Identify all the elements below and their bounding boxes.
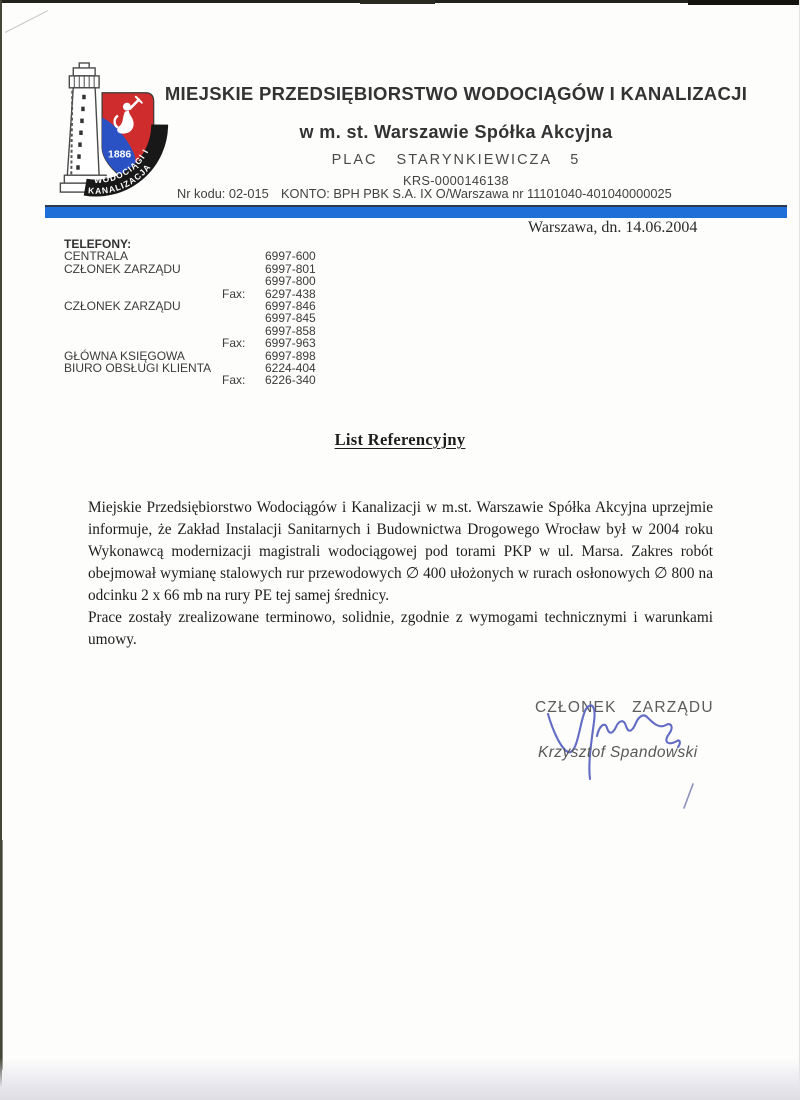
company-address: PLAC STARYNKIEWICZA 5: [331, 152, 581, 168]
phone-directory: [64, 238, 316, 387]
phone-label: [64, 312, 222, 324]
phone-number: 6997-801: [265, 261, 316, 276]
phone-number: 6997-800: [265, 274, 316, 289]
phone-row: [64, 337, 316, 349]
logo-ribbon-line1: WODOCIĄGI I: [93, 146, 151, 185]
phone-fax-label: Fax:: [222, 286, 246, 301]
letter-paragraph-2: Prace zostały zrealizowane terminowo, solidnie, zgodnie z wymogami technicznymi i warunkami umowy.: [88, 609, 713, 648]
phone-number: 6224-404: [265, 361, 316, 376]
signer-role: CZŁONEK ZARZĄDU: [535, 699, 714, 716]
phone-fax-label: [222, 312, 265, 324]
phone-fax-label: [222, 350, 265, 362]
phone-number: 6297-438: [265, 286, 316, 301]
phone-label: [64, 325, 222, 337]
phone-number: 6997-963: [265, 336, 316, 351]
company-name: MIEJSKIE PRZEDSIĘBIORSTWO WODOCIĄGÓW I KANALIZACJI: [164, 83, 748, 104]
phone-label: CENTRALA: [64, 249, 129, 264]
phone-label: BIURO OBSŁUGI KLIENTA: [64, 361, 212, 376]
company-subtitle: w m. st. Warszawie Spółka Akcyjna: [299, 122, 613, 142]
stray-pen-mark: [678, 782, 698, 810]
logo-ribbon-line2: KANALIZACJA: [87, 161, 153, 196]
signer-name: Krzysztof Spandowski: [538, 744, 698, 761]
letterhead-divider-bar: [45, 205, 787, 218]
phone-fax-label: [222, 275, 265, 287]
phone-row: [64, 374, 316, 386]
phone-label: [64, 374, 222, 386]
letter-title-wrap: [0, 430, 800, 450]
phone-row: [64, 250, 316, 262]
phone-fax-label: [222, 250, 265, 262]
scan-bottom-shadow: [0, 1058, 800, 1100]
company-krs: KRS-0000146138: [403, 173, 509, 188]
handwritten-signature-icon: [540, 700, 685, 782]
phone-label: [64, 337, 222, 349]
phones-heading: TELEFONY:: [64, 237, 132, 251]
company-code: Nr kodu: 02-015: [177, 186, 269, 201]
scan-corner-artifact: [5, 10, 48, 33]
scan-top-edge-bump: [360, 0, 435, 4]
scan-top-edge-dark-segment: [688, 0, 800, 5]
phone-number: 6997-845: [265, 311, 316, 326]
phone-label: GŁÓWNA KSIĘGOWA: [64, 348, 185, 363]
phone-row: [64, 275, 316, 287]
logo-year: 1886: [108, 149, 132, 161]
phone-fax-label: [222, 300, 265, 312]
letter-date: Warszawa, dn. 14.06.2004: [528, 219, 698, 236]
letter-body: [88, 497, 713, 651]
scan-left-edge-shadow: [2, 840, 3, 1070]
phone-number: 6997-846: [265, 299, 316, 314]
phone-fax-label: Fax:: [222, 373, 246, 388]
letter-title: List Referencyjny: [334, 430, 466, 449]
phone-row: [64, 312, 316, 324]
phone-fax-label: Fax:: [222, 336, 246, 351]
phone-label: CZŁONEK ZARZĄDU: [64, 261, 181, 276]
phone-number: 6997-600: [265, 249, 316, 264]
phone-number: 6997-858: [265, 323, 316, 338]
letter-paragraph-1: Miejskie Przedsiębiorstwo Wodociągów i Kanalizacji w m.st. Warszawie Spółka Akcyjna uprzejmie informuje, że Zakład Instalacji Sanitarnych i Budownictwa Drogowego Wrocław był w 2004 roku Wykonawcą modernizacji magistrali wodociągowej pod torami PKP w ul. Marsa. Zakres robót obejmował wymianę stalowych rur przewodowych ∅ 400 ułożonych w rurach osłonowych ∅ 800 na odcinku 2 x 66 mb na rury PE tej samej średnicy.: [88, 499, 713, 604]
phone-number: 6997-898: [265, 348, 316, 363]
phone-fax-label: [222, 263, 265, 275]
phone-label: [64, 275, 222, 287]
phone-number: 6226-340: [265, 373, 316, 388]
phone-label: CZŁONEK ZARZĄDU: [64, 299, 181, 314]
company-bank-account: KONTO: BPH PBK S.A. IX O/Warszawa nr 11101040-401040000025: [281, 186, 672, 201]
